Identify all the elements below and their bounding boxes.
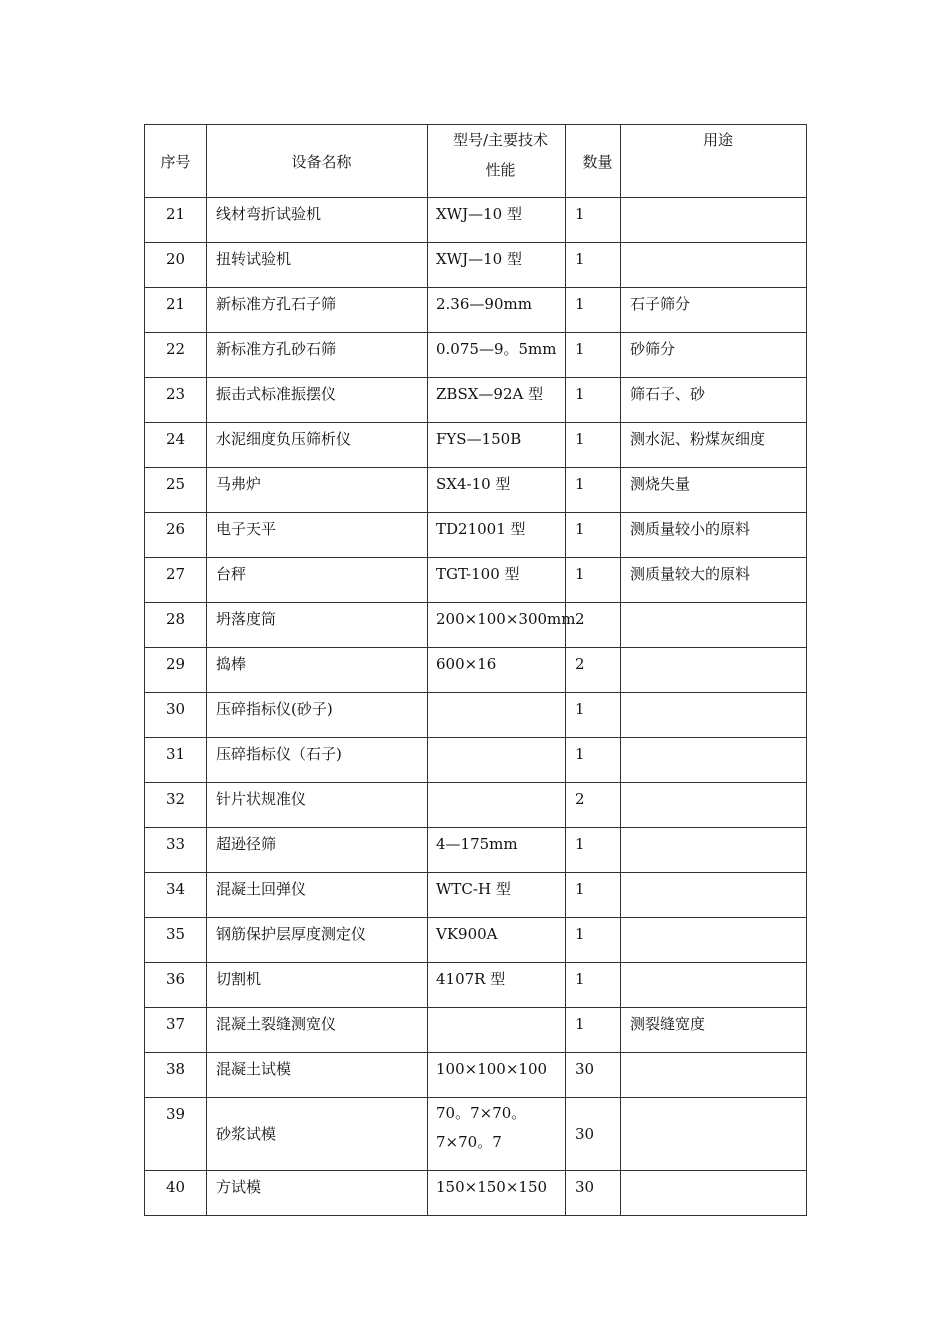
cell-name: 扭转试验机 [207,243,428,288]
cell-model: 4—175mm [428,828,566,873]
cell-name: 新标准方孔石子筛 [207,288,428,333]
cell-no: 27 [145,558,207,603]
table-row [145,468,807,513]
cell-no: 40 [145,1171,207,1216]
cell-no: 28 [145,603,207,648]
table-row [145,873,807,918]
cell-model: 2.36—90mm [428,288,566,333]
cell-use: 筛石子、砂 [621,378,807,423]
cell-name: 台秤 [207,558,428,603]
cell-qty: 1 [566,423,621,468]
cell-no: 29 [145,648,207,693]
cell-use [621,1098,807,1171]
table-row [145,378,807,423]
cell-no: 31 [145,738,207,783]
cell-no: 20 [145,243,207,288]
cell-model [428,1008,566,1053]
cell-use [621,648,807,693]
cell-no: 22 [145,333,207,378]
cell-no: 30 [145,693,207,738]
table-row [145,1053,807,1098]
cell-model: 70。7×70。7×70。7 [428,1098,566,1171]
cell-qty: 1 [566,828,621,873]
table-row [145,918,807,963]
cell-use: 石子筛分 [621,288,807,333]
cell-name: 线材弯折试验机 [207,198,428,243]
cell-no: 36 [145,963,207,1008]
cell-no: 35 [145,918,207,963]
cell-model: ZBSX—92A 型 [428,378,566,423]
cell-no: 32 [145,783,207,828]
header-no: 序号 [145,125,207,198]
table-row [145,243,807,288]
cell-name: 混凝土试模 [207,1053,428,1098]
cell-use: 测水泥、粉煤灰细度 [621,423,807,468]
cell-name: 钢筋保护层厚度测定仪 [207,918,428,963]
table-row [145,648,807,693]
table-row [145,1098,807,1171]
cell-no: 33 [145,828,207,873]
cell-model: 200×100×300mm [428,603,566,648]
table-row [145,333,807,378]
table-row [145,558,807,603]
cell-qty: 1 [566,198,621,243]
cell-model: XWJ—10 型 [428,243,566,288]
cell-name: 振击式标准振摆仪 [207,378,428,423]
table-row [145,738,807,783]
cell-qty: 1 [566,558,621,603]
cell-no: 21 [145,288,207,333]
cell-model: 4107R 型 [428,963,566,1008]
cell-name: 混凝土裂缝测宽仪 [207,1008,428,1053]
cell-use [621,738,807,783]
cell-use [621,243,807,288]
cell-name: 混凝土回弹仪 [207,873,428,918]
cell-name: 压碎指标仪(砂子) [207,693,428,738]
cell-qty: 30 [566,1053,621,1098]
table-row [145,1008,807,1053]
cell-qty: 1 [566,1008,621,1053]
cell-use [621,603,807,648]
cell-model: FYS—150B [428,423,566,468]
cell-model: 150×150×150 [428,1171,566,1216]
cell-no: 39 [145,1098,207,1171]
header-model-line2: 性能 [485,161,516,179]
cell-qty: 1 [566,873,621,918]
table-row [145,828,807,873]
cell-qty: 1 [566,333,621,378]
cell-qty: 1 [566,378,621,423]
cell-qty: 2 [566,603,621,648]
cell-name: 坍落度筒 [207,603,428,648]
cell-no: 25 [145,468,207,513]
table-row [145,1171,807,1216]
cell-name: 马弗炉 [207,468,428,513]
cell-use: 测质量较大的原料 [621,558,807,603]
cell-qty: 1 [566,468,621,513]
cell-name: 砂浆试模 [207,1098,428,1171]
cell-use [621,198,807,243]
cell-name: 新标准方孔砂石筛 [207,333,428,378]
cell-qty: 1 [566,288,621,333]
cell-qty: 30 [566,1171,621,1216]
cell-qty: 2 [566,783,621,828]
table-row [145,513,807,558]
cell-qty: 30 [566,1098,621,1171]
cell-qty: 1 [566,513,621,558]
cell-model: XWJ—10 型 [428,198,566,243]
cell-no: 26 [145,513,207,558]
cell-use [621,873,807,918]
cell-name: 超逊径筛 [207,828,428,873]
table-row [145,693,807,738]
cell-model [428,693,566,738]
cell-qty: 1 [566,963,621,1008]
cell-qty: 1 [566,918,621,963]
cell-no: 23 [145,378,207,423]
cell-qty: 2 [566,648,621,693]
table-row [145,603,807,648]
cell-no: 24 [145,423,207,468]
cell-model: 600×16 [428,648,566,693]
table-row [145,288,807,333]
cell-use: 测质量较小的原料 [621,513,807,558]
cell-use [621,1171,807,1216]
cell-no: 34 [145,873,207,918]
cell-model: SX4-10 型 [428,468,566,513]
cell-name: 电子天平 [207,513,428,558]
cell-use [621,963,807,1008]
cell-use [621,783,807,828]
table-row [145,198,807,243]
cell-no: 21 [145,198,207,243]
cell-qty: 1 [566,738,621,783]
cell-model: WTC-H 型 [428,873,566,918]
cell-name: 水泥细度负压筛析仪 [207,423,428,468]
cell-use: 砂筛分 [621,333,807,378]
cell-use: 测裂缝宽度 [621,1008,807,1053]
cell-model: TD21001 型 [428,513,566,558]
cell-no: 38 [145,1053,207,1098]
table-row [145,783,807,828]
cell-model: 0.075—9。5mm [428,333,566,378]
header-qty: 数量 [566,125,621,198]
cell-model [428,738,566,783]
cell-name: 针片状规准仪 [207,783,428,828]
cell-name: 切割机 [207,963,428,1008]
header-use: 用途 [621,125,807,198]
header-model-line1: 型号/主要技术 [452,131,549,149]
cell-model: TGT-100 型 [428,558,566,603]
cell-model: VK900A [428,918,566,963]
cell-no: 37 [145,1008,207,1053]
cell-name: 方试模 [207,1171,428,1216]
cell-name: 压碎指标仪（石子) [207,738,428,783]
cell-use: 测烧失量 [621,468,807,513]
cell-use [621,828,807,873]
cell-qty: 1 [566,693,621,738]
cell-use [621,693,807,738]
cell-name: 捣棒 [207,648,428,693]
cell-use [621,918,807,963]
equipment-table [144,124,807,1216]
header-name: 设备名称 [207,125,428,198]
cell-model: 100×100×100 [428,1053,566,1098]
header-model [428,125,566,198]
table-row [145,423,807,468]
table-row [145,963,807,1008]
table-header-row [145,125,807,198]
cell-model [428,783,566,828]
cell-qty: 1 [566,243,621,288]
cell-use [621,1053,807,1098]
